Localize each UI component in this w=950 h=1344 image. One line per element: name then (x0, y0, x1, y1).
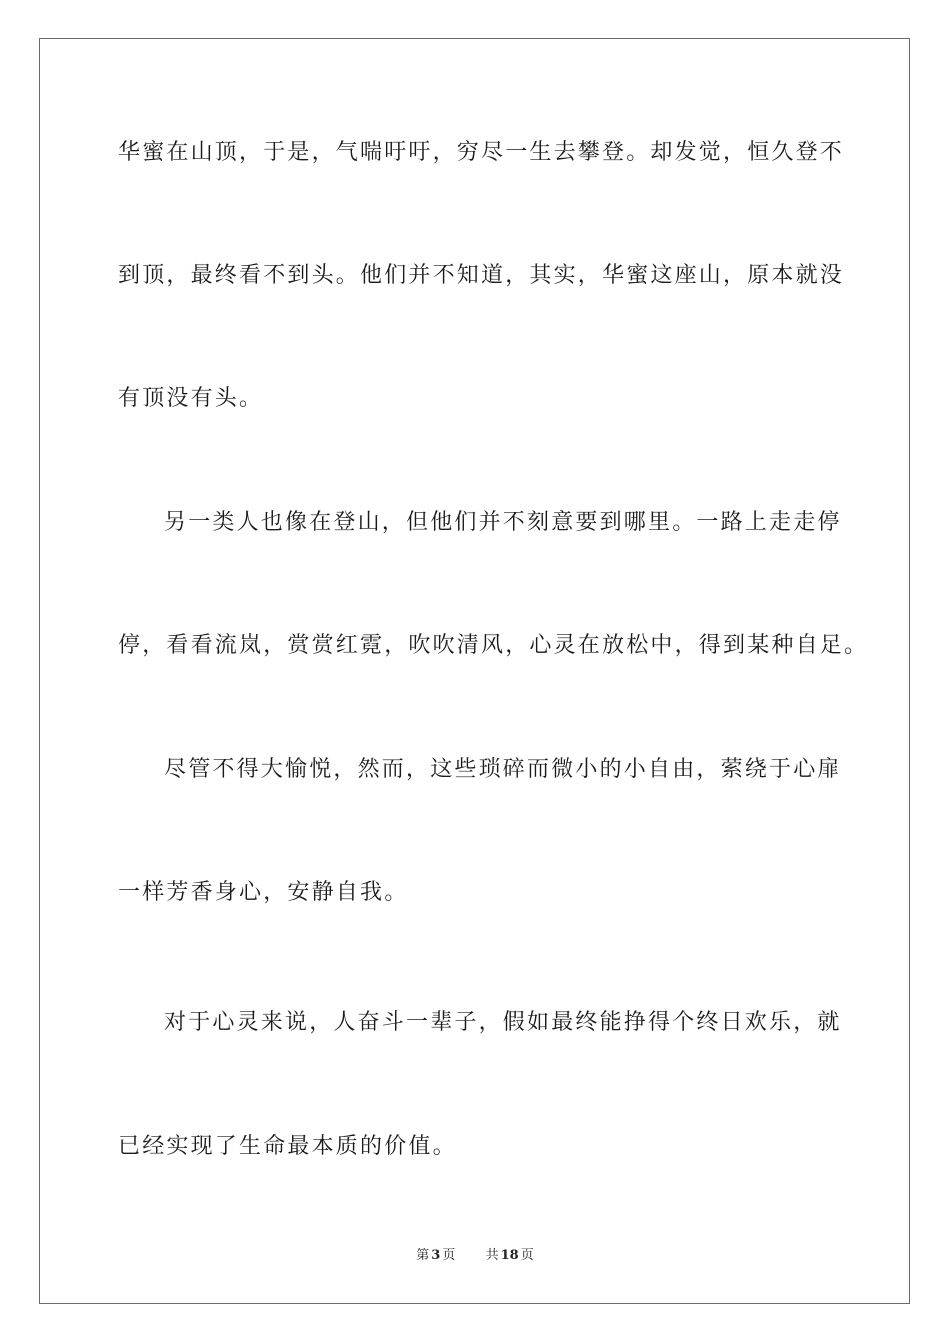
total-pages: 18 (500, 1248, 519, 1263)
paragraph-2-line-2: 停，看看流岚，赏赏红霓，吹吹清风，心灵在放松中，得到某种自足。 (118, 633, 869, 658)
paragraph-4-line-2: 已经实现了生命最本质的价值。 (118, 1134, 457, 1159)
page-footer (0, 1247, 950, 1265)
paragraph-3-line-2: 一样芳香身心，安静自我。 (118, 880, 409, 905)
paragraph-2-line-1: 另一类人也像在登山，但他们并不刻意要到哪里。一路上走走停 (164, 510, 842, 535)
page-border (39, 38, 910, 1304)
text-line-1: 华蜜在山顶，于是，气喘吁吁，穷尽一生去攀登。却发觉，恒久登不 (118, 140, 845, 165)
paragraph-3-line-1: 尽管不得大愉悦，然而，这些琐碎而微小的小自由，萦绕于心扉 (164, 757, 842, 782)
text-line-2: 到顶，最终看不到头。他们并不知道，其实，华蜜这座山，原本就没 (118, 263, 845, 288)
page-indicator: 第 3 页 (416, 1248, 456, 1263)
total-pages-indicator: 共 18 页 (485, 1248, 534, 1263)
page-number: 3 (431, 1248, 441, 1263)
paragraph-4-line-1: 对于心灵来说，人奋斗一辈子，假如最终能挣得个终日欢乐，就 (164, 1010, 842, 1035)
text-line-3: 有顶没有头。 (118, 386, 264, 411)
